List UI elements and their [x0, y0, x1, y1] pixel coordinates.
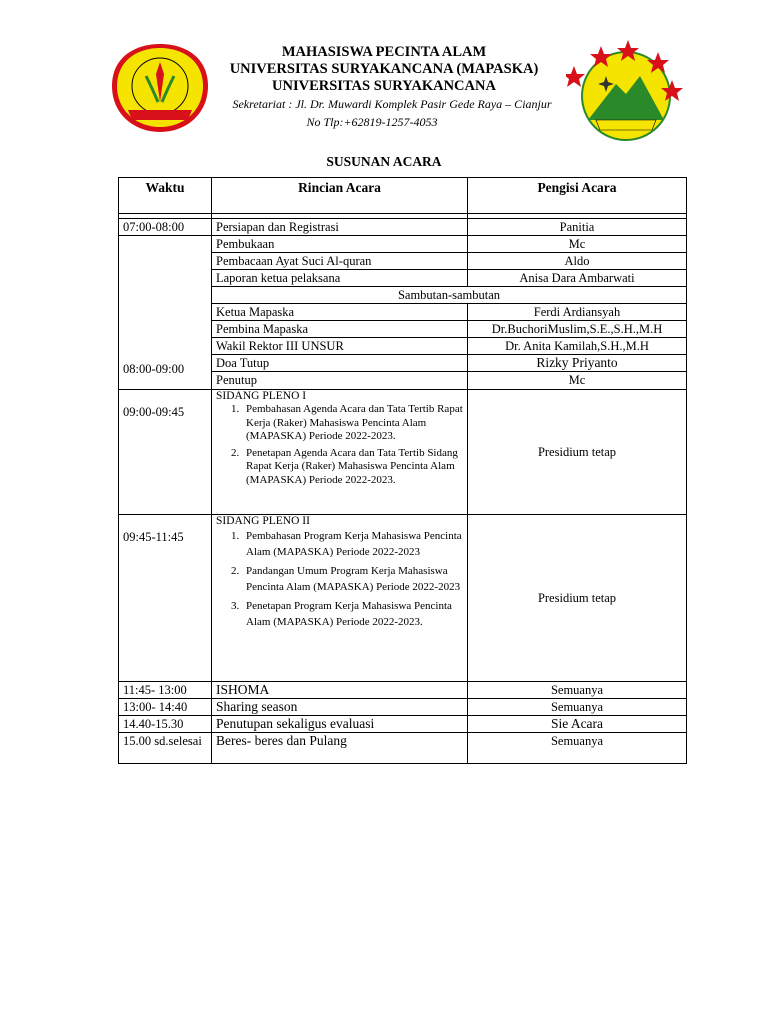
org-name-line3: UNIVERSITAS SURYAKANCANA — [272, 78, 496, 94]
header-time: Waktu — [119, 178, 212, 214]
phone: No Tlp:+62819-1257-4053 — [306, 115, 438, 129]
table-row: Pembina Mapaska Dr.BuchoriMuslim,S.E.,S.H.,M.H — [119, 321, 687, 338]
table-row: Pembacaan Ayat Suci Al-quran Aldo — [119, 253, 687, 270]
schedule-table — [118, 177, 687, 764]
section-label: Sambutan-sambutan — [212, 287, 687, 304]
table-row: Wakil Rektor III UNSUR Dr. Anita Kamilah,S.H.,M.H — [119, 338, 687, 355]
table-row: Laporan ketua pelaksana Anisa Dara Ambarwati — [119, 270, 687, 287]
list-item: 3. Penetapan Program Kerja Mahasiswa Pencinta Alam (MAPASKA) Periode 2022-2023. — [242, 598, 463, 630]
session-heading: SIDANG PLENO II — [216, 515, 310, 527]
letterhead — [0, 0, 768, 150]
session-heading: SIDANG PLENO I — [216, 390, 307, 402]
header-activity: Rincian Acara — [212, 178, 468, 214]
list-item: 1. Pembahasan Program Kerja Mahasiswa Pencinta Alam (MAPASKA) Periode 2022-2023 — [242, 528, 463, 560]
table-row: 14.40-15.30 Penutupan sekaligus evaluasi Sie Acara — [119, 716, 687, 733]
table-row: 13:00- 14:40 Sharing season Semuanya — [119, 699, 687, 716]
address: Sekretariat : Jl. Dr. Muwardi Komplek Pasir Gede Raya – Cianjur — [232, 97, 552, 111]
table-row: 15.00 sd.selesai Beres- beres dan Pulang Semuanya — [119, 733, 687, 764]
merged-time-cell: 08:00-09:00 — [119, 236, 212, 390]
document-title: SUSUNAN ACARA — [326, 154, 442, 169]
table-header-row — [119, 178, 687, 214]
header-by: Pengisi Acara — [468, 178, 687, 214]
mapaska-logo — [566, 40, 684, 148]
table-row: 11:45- 13:00 ISHOMA Semuanya — [119, 682, 687, 699]
table-row: Doa Tutup Rizky Priyanto — [119, 355, 687, 372]
table-row: 07:00-08:00 Persiapan dan Registrasi Panitia — [119, 219, 687, 236]
table-row: Penutup Mc — [119, 372, 687, 390]
org-name-line1: MAHASISWA PECINTA ALAM — [281, 44, 487, 60]
org-name-line2: UNIVERSITAS SURYAKANCANA (MAPASKA) — [229, 61, 539, 77]
table-row: 09:45-11:45 SIDANG PLENO II 1. Pembahasan Program Kerja Mahasiswa Pencinta Alam (MAPASKA) Periode 2022-2023 2. Pandangan Umum Program Kerja Mahasiswa Pencinta Alam (MAPASKA) Periode 2022-2023 3. Penetapan Program Kerja Mahasiswa Pencinta Alam (MAPASKA) Periode 2022-2023. Presidium tetap — [119, 515, 687, 682]
list-item: 1. Pembahasan Agenda Acara dan Tata Tertib Rapat Kerja (Raker) Mahasiswa Pencinta Alam (MAPASKA) Periode 2022-2023. — [242, 403, 463, 444]
table-row: 08:00-09:00 Pembukaan Mc — [119, 236, 687, 253]
table-row: Ketua Mapaska Ferdi Ardiansyah — [119, 304, 687, 321]
list-item: 2. Pandangan Umum Program Kerja Mahasiswa Pencinta Alam (MAPASKA) Periode 2022-2023 — [242, 563, 463, 595]
agenda-list — [216, 528, 463, 630]
list-item: 2. Penetapan Agenda Acara dan Tata Tertib Sidang Rapat Kerja (Raker) Mahasiswa Pencinta Alam (MAPASKA) Periode 2022-2023. — [242, 447, 463, 488]
agenda-list — [216, 403, 463, 487]
table-row: 09:00-09:45 SIDANG PLENO I 1. Pembahasan Agenda Acara dan Tata Tertib Rapat Kerja (Raker) Mahasiswa Pencinta Alam (MAPASKA) Periode 2022-2023. 2. Penetapan Agenda Acara dan Tata Tertib Sidang Rapat Kerja (Raker) Mahasiswa Pencinta Alam (MAPASKA) Periode 2022-2023. Presidium tetap — [119, 390, 687, 515]
